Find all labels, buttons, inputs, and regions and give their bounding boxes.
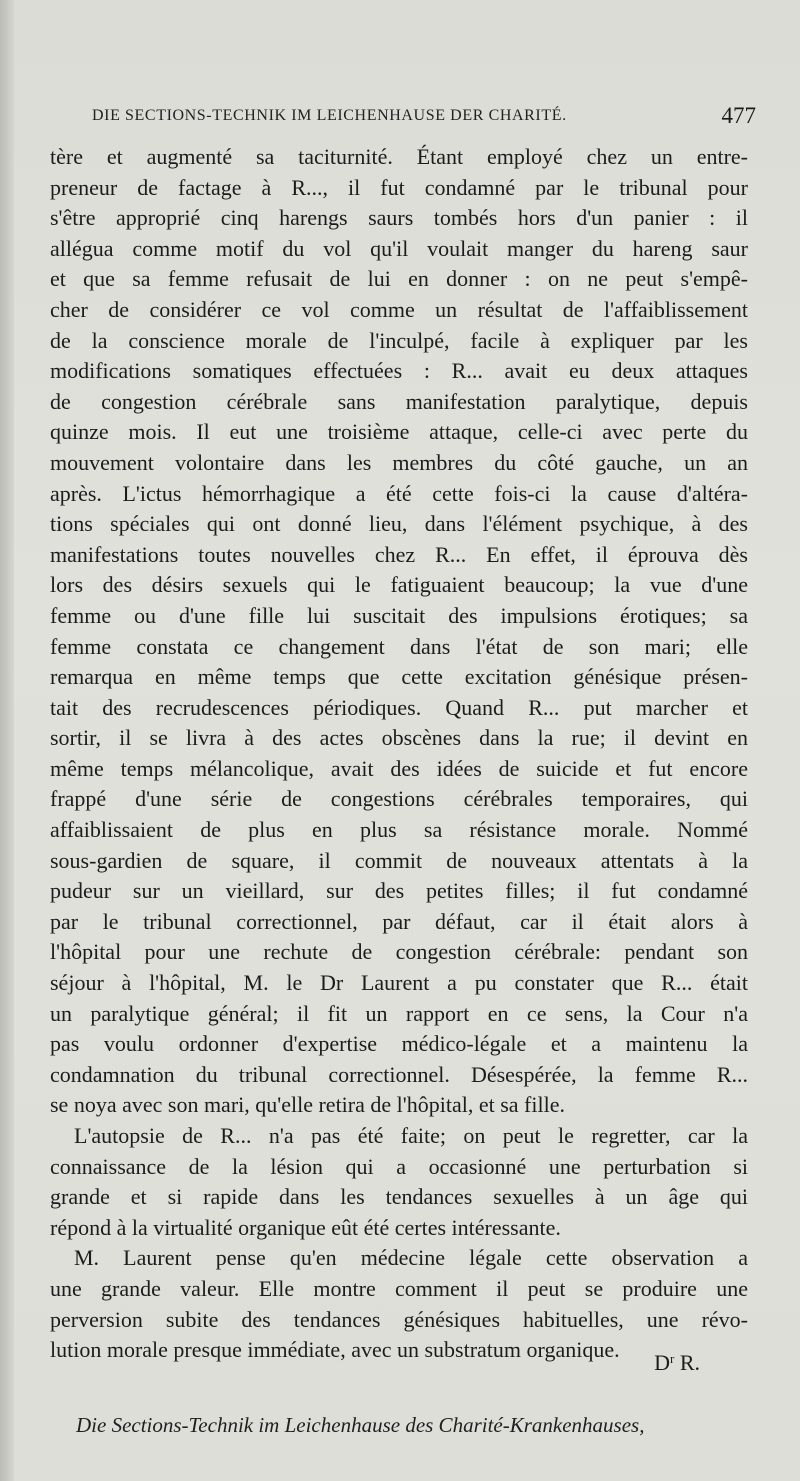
text-line: un paralytique général; il fit un rapport en ce sens, la Cour n'a: [50, 1000, 748, 1026]
page-edge-shadow: [0, 0, 14, 1481]
text-line: L'autopsie de R... n'a pas été faite; on peut le regretter, car la: [74, 1123, 748, 1148]
text-line: une grande valeur. Elle montre comment il peut se produire une: [50, 1275, 748, 1301]
text-line: grande et si rapide dans les tendances sexuelles à un âge qui: [50, 1184, 748, 1210]
text-line: cher de considérer ce vol comme un résultat de l'affaiblissement: [50, 296, 748, 322]
text-line: se noya avec son mari, qu'elle retira de l'hôpital, et sa fille.: [50, 1092, 565, 1118]
author-signature: [654, 1350, 700, 1376]
text-line: pas voulu ordonner d'expertise médico-légale et a maintenu la: [50, 1031, 748, 1057]
text-line: après. L'ictus hémorrhagique a été cette fois-ci la cause d'altéra-: [50, 480, 748, 506]
text-line: sous-gardien de square, il commit de nouveaux attentats à la: [50, 847, 748, 873]
text-line: sortir, il se livra à des actes obscènes dans la rue; il devint en: [50, 725, 748, 751]
text-line: même temps mélancolique, avait des idées de suicide et fut encore: [50, 755, 748, 781]
text-line: tère et augmenté sa taciturnité. Étant employé chez un entre-: [50, 144, 748, 169]
text-line: et que sa femme refusait de lui en donner : on ne peut s'empê-: [50, 266, 748, 292]
text-line: manifestations toutes nouvelles chez R... En effet, il éprouva dès: [50, 541, 748, 567]
running-header-title: DIE SECTIONS-TECHNIK IM LEICHENHAUSE DER CHARITÉ.: [92, 107, 567, 124]
text-line: par le tribunal correctionnel, par défaut, car il était alors à: [50, 908, 748, 934]
text-line: tions spéciales qui ont donné lieu, dans l'élément psychique, à des: [50, 511, 748, 537]
text-line: connaissance de la lésion qui a occasionné une perturbation si: [50, 1153, 748, 1179]
text-line: condamnation du tribunal correctionnel. Désespérée, la femme R...: [50, 1061, 748, 1087]
text-line: pudeur sur un vieillard, sur des petites filles; il fut condamné: [50, 878, 748, 904]
text-line: de congestion cérébrale sans manifestation paralytique, depuis: [50, 388, 748, 414]
text-line: M. Laurent pense qu'en médecine légale cette observation a: [74, 1245, 748, 1271]
text-line: tait des recrudescences périodiques. Quand R... put marcher et: [50, 694, 748, 720]
signature-name: R.: [679, 1350, 700, 1375]
text-line: remarqua en même temps que cette excitation génésique présen-: [50, 664, 748, 690]
signature-prefix: D: [654, 1350, 670, 1375]
text-line: femme ou d'une fille lui suscitait des impulsions érotiques; sa: [50, 602, 748, 628]
text-line: s'être approprié cinq harengs saurs tombés hors d'un panier : il: [50, 205, 748, 231]
text-line: l'hôpital pour une rechute de congestion cérébrale: pendant son: [50, 939, 748, 965]
text-line: de la conscience morale de l'inculpé, facile à expliquer par les: [50, 327, 748, 353]
text-line: preneur de factage à R..., il fut condamné par le tribunal pour: [50, 174, 748, 200]
signature-superscript: r: [669, 1351, 675, 1366]
body-text: [50, 142, 748, 1366]
text-line: séjour à l'hôpital, M. le Dr Laurent a pu constater que R... était: [50, 970, 748, 996]
text-line: frappé d'une série de congestions cérébrales temporaires, qui: [50, 786, 748, 812]
running-header: [92, 103, 756, 131]
text-line: allégua comme motif du vol qu'il voulait manger du hareng saur: [50, 235, 748, 261]
text-line: quinze mois. Il eut une troisième attaque, celle-ci avec perte du: [50, 419, 748, 445]
text-line: perversion subite des tendances génésiques habituelles, une révo-: [50, 1306, 748, 1332]
text-line: mouvement volontaire dans les membres du côté gauche, un an: [50, 449, 748, 475]
next-article-title: Die Sections-Technik im Leichenhause des Charité-Krankenhauses,: [76, 1413, 645, 1437]
text-line: femme constata ce changement dans l'état de son mari; elle: [50, 633, 748, 659]
text-line: modifications somatiques effectuées : R... avait eu deux attaques: [50, 358, 748, 384]
text-line: lors des désirs sexuels qui le fatiguaient beaucoup; la vue d'une: [50, 572, 748, 598]
text-line: lution morale presque immédiate, avec un substratum organique.: [50, 1337, 620, 1363]
text-line: répond à la virtualité organique eût été certes intéressante.: [50, 1214, 561, 1240]
page-number: 477: [721, 103, 756, 128]
text-line: affaiblissaient de plus en plus sa résistance morale. Nommé: [50, 817, 748, 843]
